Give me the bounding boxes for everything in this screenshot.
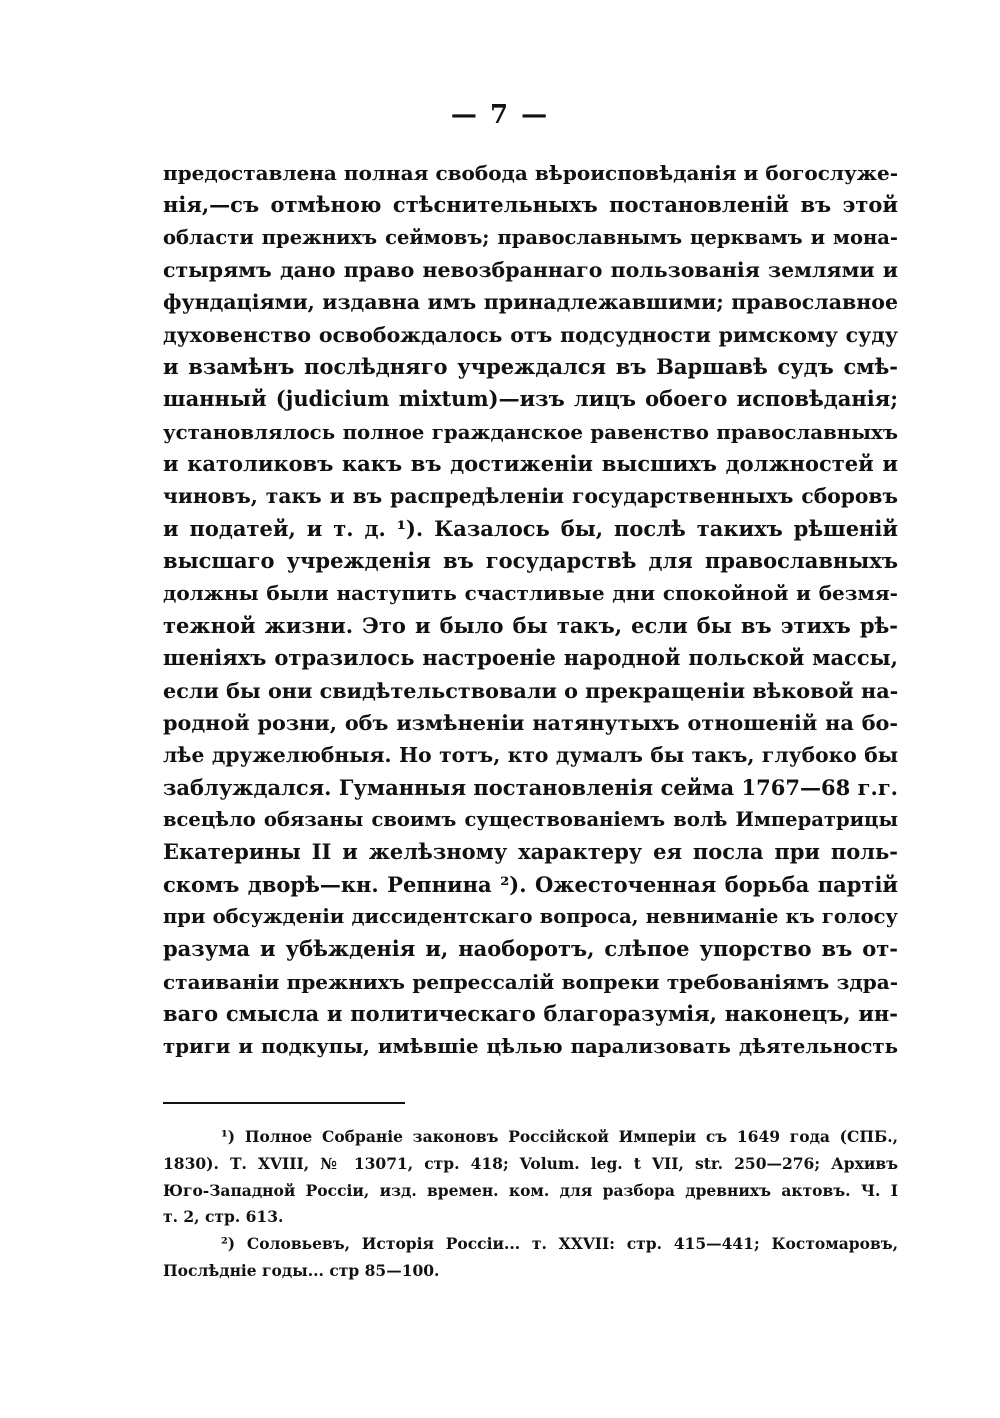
body-text [163, 157, 898, 1063]
body-line: если бы они свидѣтельствовали о прекращеніи вѣковой на- [163, 678, 898, 703]
body-line: установлялось полное гражданское равенство православныхъ [163, 419, 898, 444]
body-line: стаиваніи прежнихъ репрессалій вопреки требованіямъ здра- [163, 969, 898, 994]
body-line: скомъ дворѣ—кн. Репнина ²). Ожесточенная борьба партій [163, 871, 898, 897]
body-line: всецѣло обязаны своимъ существованіемъ волѣ Императрицы [163, 807, 898, 831]
body-line: стырямъ дано право невозбраннаго пользованія землями и [163, 258, 898, 283]
body-line: заблуждался. Гуманныя постановленія сейма 1767—68 г.г. [163, 774, 898, 800]
body-line: фундаціями, издавна имъ принадлежавшими; православное [163, 290, 898, 315]
body-line: при обсужденіи диссидентскаго вопроса, невниманіе къ голосу [163, 904, 898, 928]
body-line: лѣе дружелюбныя. Но тотъ, кто думалъ бы такъ, глубоко бы [163, 743, 898, 768]
footnote-line: 1830). Т. XVIII, № 13071, стр. 418; Volum. leg. t VII, str. 250—276; Архивъ [163, 1153, 898, 1173]
body-line: родной розни, объ измѣненіи натянутыхъ отношеній на бо- [163, 710, 898, 735]
body-line: чиновъ, такъ и въ распредѣленіи государственныхъ сборовъ [163, 484, 898, 509]
body-line: шанный (judicium mixtum)—изъ лицъ обоего исповѣданія; [163, 386, 898, 412]
body-line: нія,—съ отмѣною стѣснительныхъ постановленій въ этой [163, 192, 898, 218]
body-line: высшаго учрежденія въ государствѣ для православныхъ [163, 548, 898, 574]
body-line: предоставлена полная свобода вѣроисповѣданія и богослуже- [163, 161, 898, 185]
footnote-line: ²) Соловьевъ, Исторія Россіи... т. XXVII: стр. 415—441; Костомаровъ, [221, 1234, 898, 1254]
footnote-line: Послѣдніе годы... стр 85—100. [163, 1260, 440, 1280]
footnote-1 [163, 1124, 898, 1231]
footnotes [163, 1124, 898, 1285]
footnote-line: т. 2, стр. 613. [163, 1207, 284, 1227]
body-line: области прежнихъ сеймовъ; православнымъ церквамъ и мона- [163, 225, 898, 249]
footnote-line: ¹) Полное Собраніе законовъ Россійской Имперіи съ 1649 года (СПБ., [221, 1127, 898, 1146]
body-line: Екатерины II и желѣзному характеру ея посла при поль- [163, 839, 898, 865]
body-line: тежной жизни. Это и было бы такъ, если бы въ этихъ рѣ- [163, 612, 898, 638]
body-line: духовенство освобождалось отъ подсудности римскому суду [163, 322, 898, 347]
body-line: и податей, и т. д. ¹). Казалось бы, послѣ такихъ рѣшеній [163, 515, 898, 541]
footnote-line: Юго-Западной Россіи, изд. времен. ком. для разбора древнихъ актовъ. Ч. I [163, 1180, 898, 1200]
body-line: разума и убѣжденія и, наоборотъ, слѣпое упорство въ от- [163, 936, 898, 962]
body-line: и католиковъ какъ въ достиженіи высшихъ должностей и [163, 451, 898, 477]
page-number: — 7 — [450, 100, 550, 130]
body-line: ваго смысла и политическаго благоразумія, наконецъ, ин- [163, 1000, 898, 1026]
body-line: и взамѣнъ послѣдняго учреждался въ Варшавѣ судъ смѣ- [163, 354, 898, 380]
body-line: должны были наступить счастливые дни спокойной и безмя- [163, 581, 898, 606]
body-line: триги и подкупы, имѣвшіе цѣлью парализовать дѣятельность [163, 1034, 898, 1059]
footnote-2 [163, 1231, 898, 1285]
body-line: шеніяхъ отразилось настроеніе народной польской массы, [163, 645, 898, 671]
footnote-separator [163, 1102, 405, 1104]
